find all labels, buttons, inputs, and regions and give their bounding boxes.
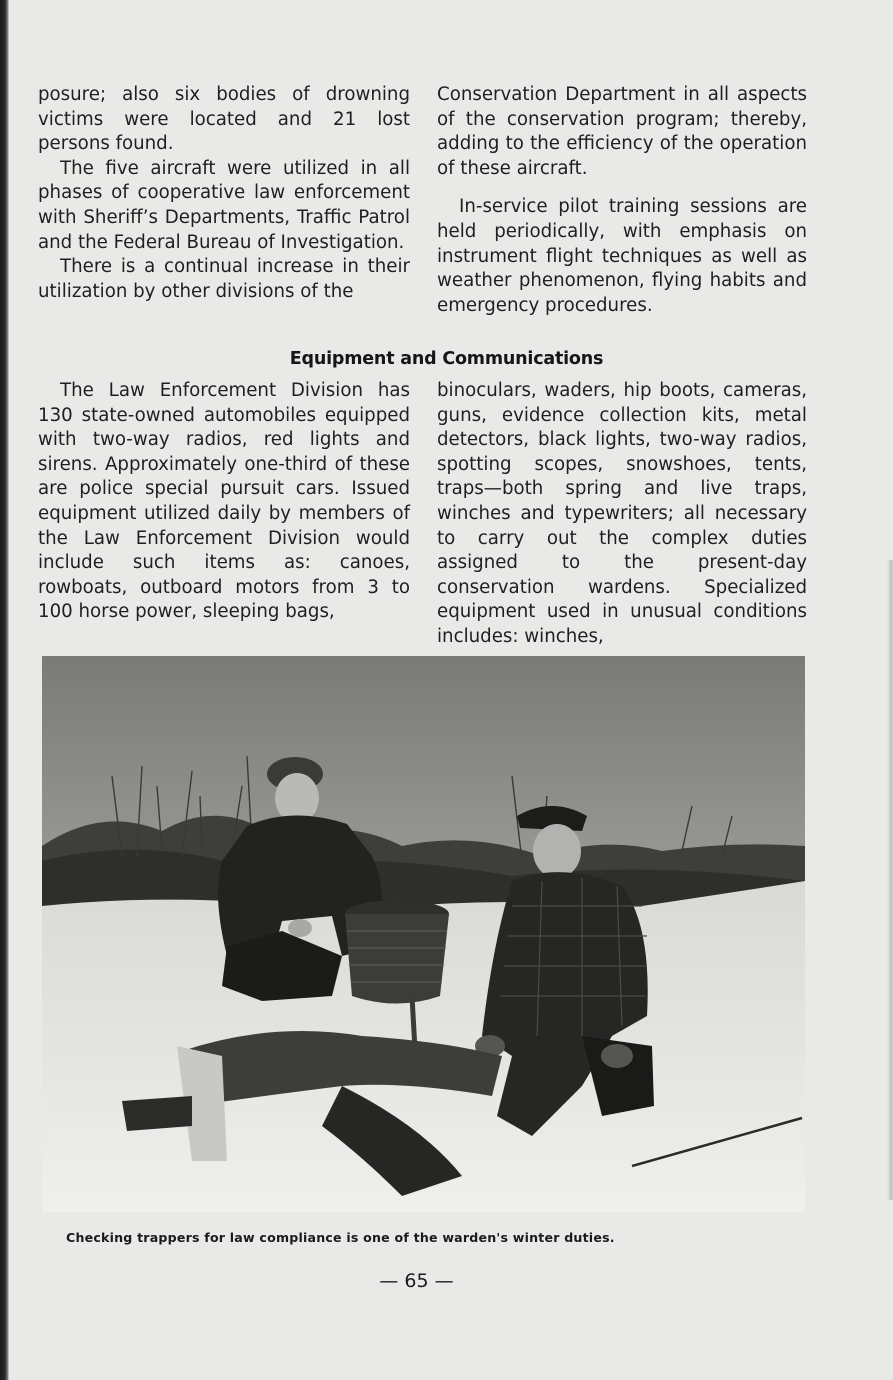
paragraph: posure; also six bodies of drowning victims were located and 21 lost persons found. [38,84,410,155]
photo-caption: Checking trappers for law compliance is one of the warden's winter duties. [66,1230,615,1245]
paragraph: binoculars, waders, hip boots, cameras, guns, evidence collection kits, metal detectors, black lights, two-way radios, spotting scopes, snowshoes, tents, traps—both spring and live traps, winches and typewriters; all necessary to carry out the complex duties assigned to the present-day conservation wardens. Specialized equipment used in unusual conditions includes: winches, [437,380,807,647]
photo-illustration [42,656,805,1212]
binding-edge [0,0,9,1380]
paragraph: The five aircraft were utilized in all phases of cooperative law enforcement with Sheriff’s Departments, Traffic Patrol and the Federal Bureau of Investigation. [38,157,410,253]
photograph-wardens-checking-trap [42,656,805,1212]
column-right-equipment [437,379,807,650]
section-heading: Equipment and Communications [289,349,604,369]
column-left-top [38,83,410,304]
paragraph: There is a continual increase in their utilization by other divisions of the [38,256,410,302]
paragraph: Conservation Department in all aspects of the conservation program; thereby, adding to the efficiency of the operation of these aircraft. [437,84,807,179]
paragraph: In-service pilot training sessions are held periodically, with emphasis on instrument flight techniques as well as weather phenomenon, flying habits and emergency procedures. [437,196,807,316]
page-edge-shadow [887,560,893,1200]
column-right-top [437,83,807,318]
paragraph: The Law Enforcement Division has 130 state-owned automobiles equipped with two-way radios, red lights and sirens. Approximately one-third of these are police special pursuit cars. Issued equipment utilized daily by members of the Law Enforcement Division would include such items as: canoes, rowboats, outboard motors from 3 to 100 horse power, sleeping bags, [38,380,410,623]
column-left-equipment [38,379,410,625]
page-number: — 65 — [379,1270,454,1292]
